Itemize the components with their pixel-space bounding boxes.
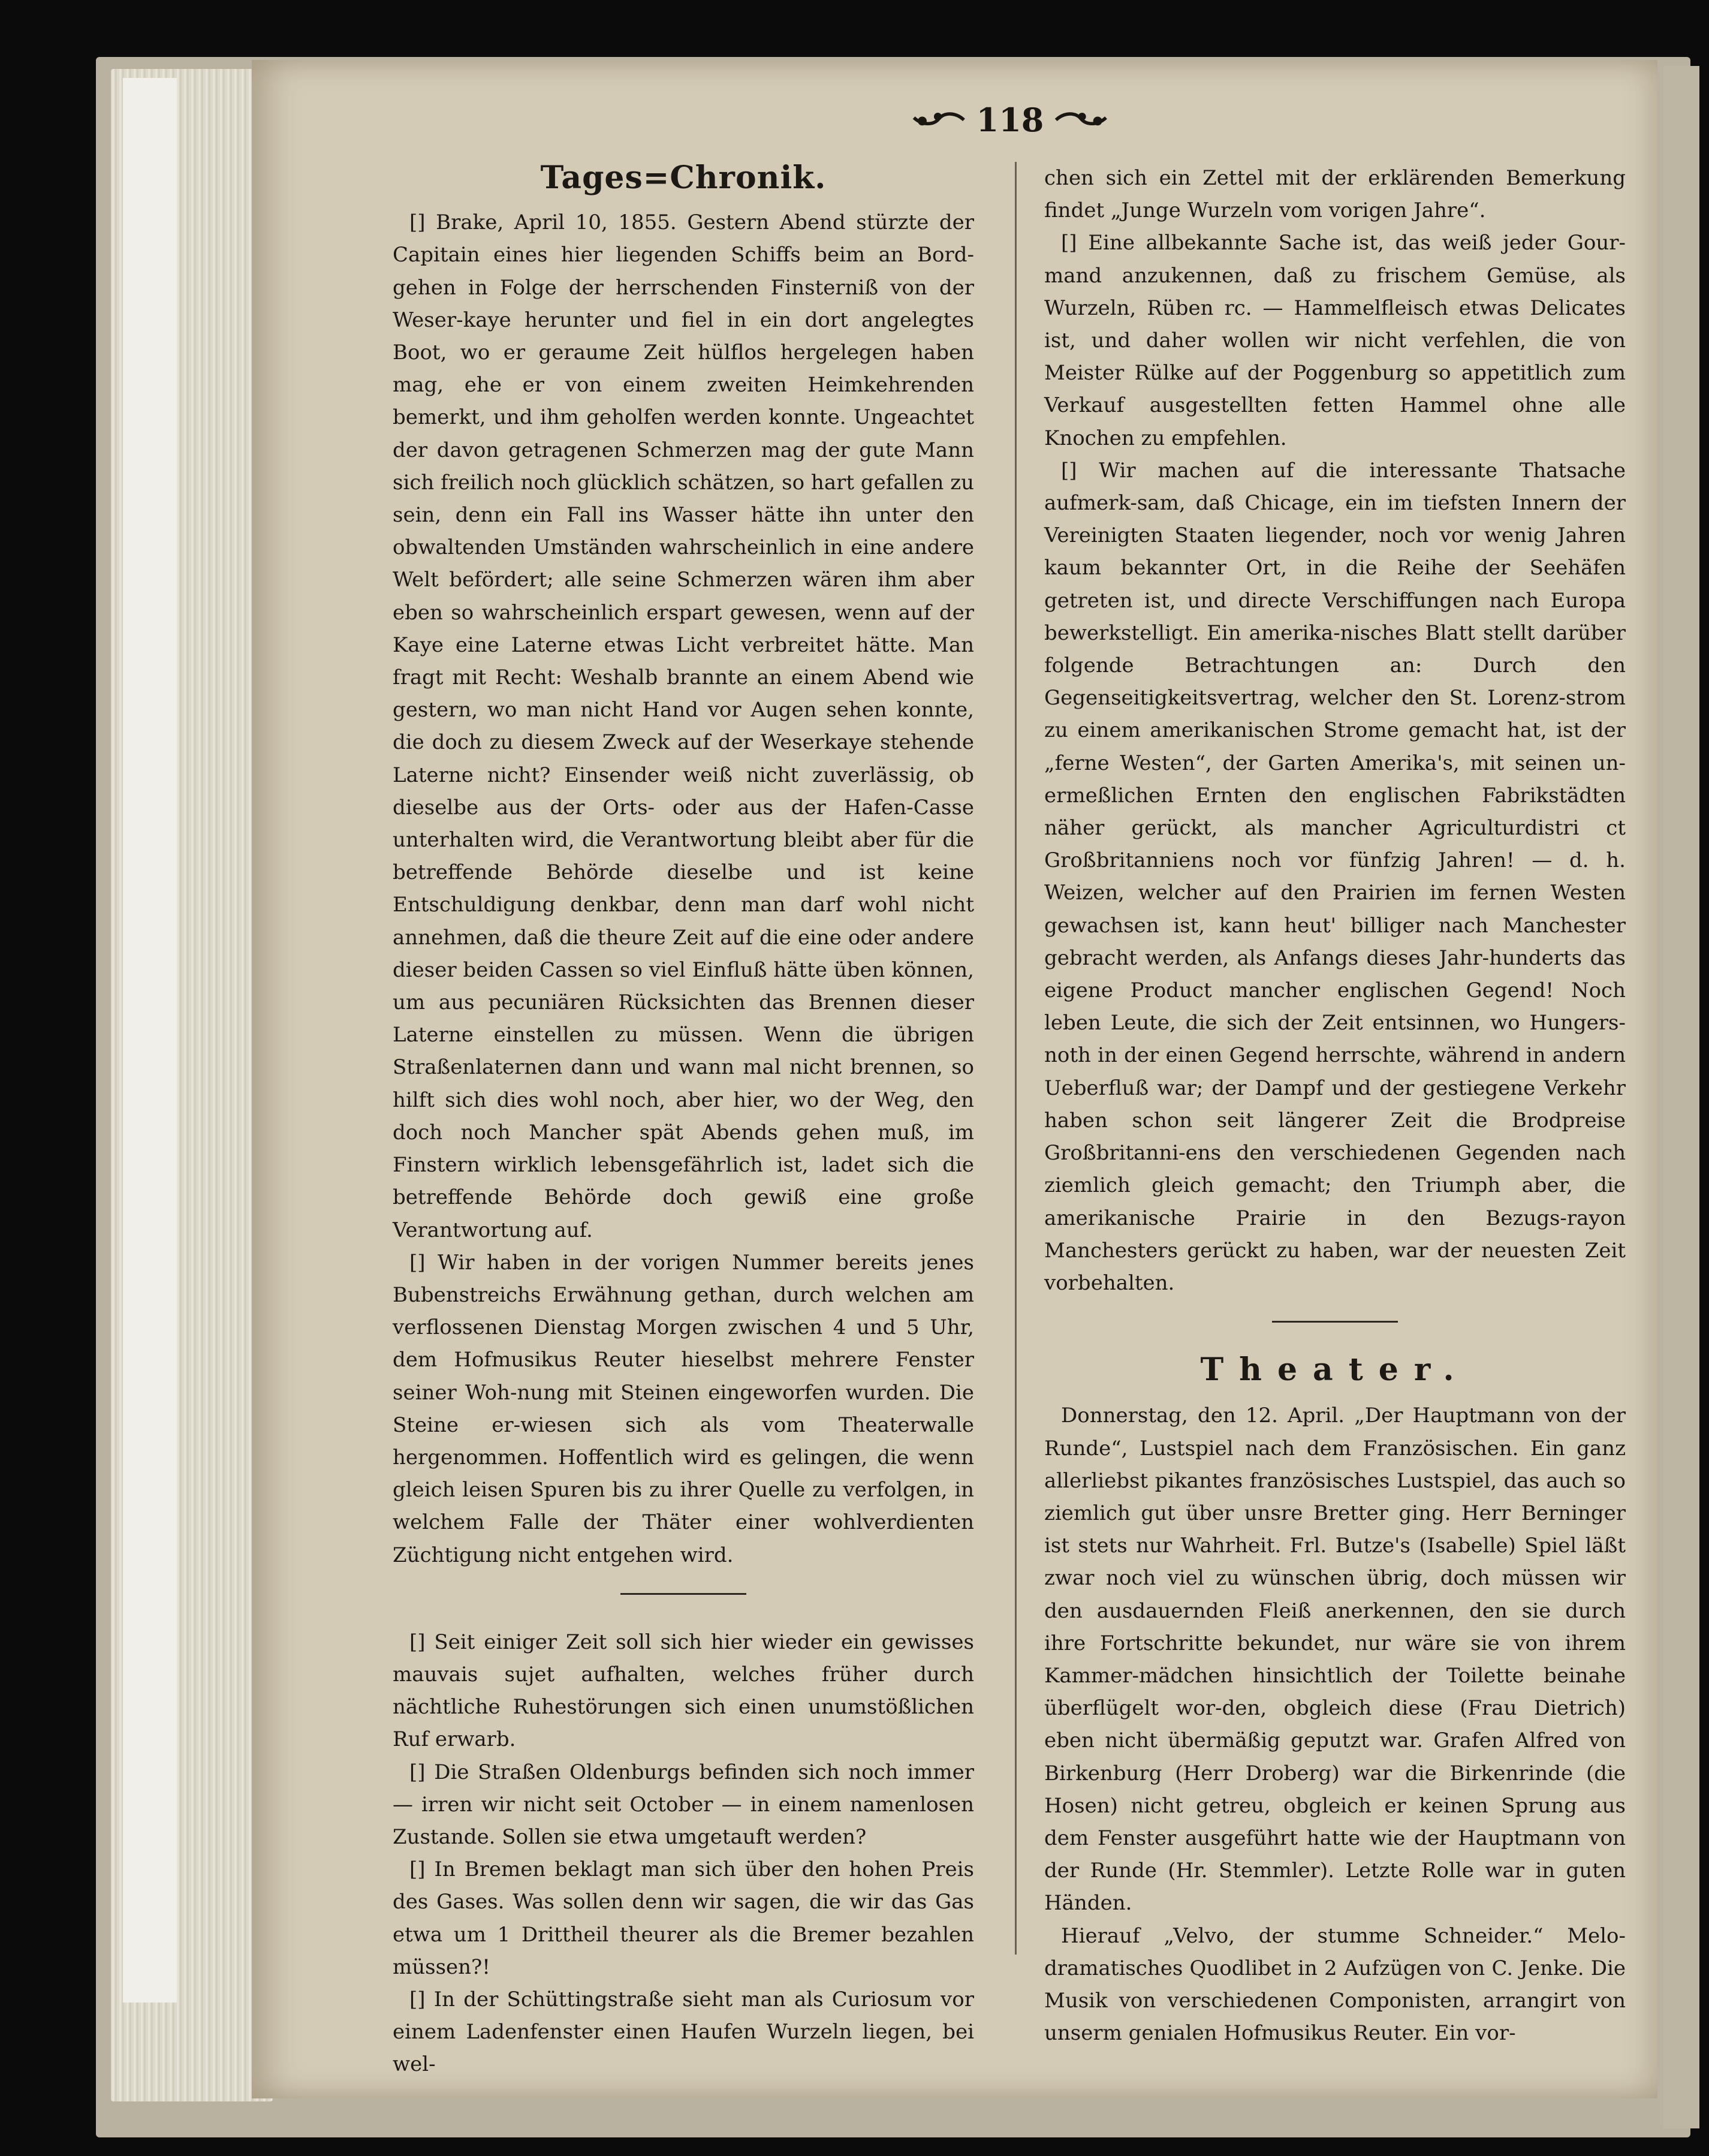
ornament-right-icon: [1053, 108, 1109, 132]
article-continuation: chen sich ein Zettel mit der erklärenden Bemerkung findet „Junge Wurzeln vom vorigen Jahre“.: [1044, 166, 1626, 223]
theater-paragraph: Donnerstag, den 12. April. „Der Hauptmann von der Runde“, Lustspiel nach dem Französischen. Ein ganz allerliebst pikantes französisches Lustspiel, das auch so ziemlich gut über unsre Bretter ging. Herr Berninger ist stets nur Wahrheit. Frl. Butze's (Isabelle) Spiel läßt zwar noch viel zu wünschen übrig, doch müssen wir den ausdauernden Fleiß anerkennen, den sie durch ihre Fortschritte bekundet, nur wäre sie von ihrem Kammer-mädchen hinsichtlich der Toilette beinahe überflügelt wor-den, obgleich diese (Frau Dietrich) eben nicht übermäßig geputzt war. Grafen Alfred von Birkenburg (Herr Droberg) war die Birkenrinde (die Hosen) nicht getreu, obgleich er keinen Sprung aus dem Fenster ausgeführt hatte wie der Hauptmann von der Runde (Hr. Stemmler). Letzte Rolle war in guten Händen.: [1044, 1404, 1626, 1916]
article-paragraph: [] Wir haben in der vorigen Nummer bereits jenes Bubenstreichs Erwähnung gethan, durch welchen am verflossenen Dienstag Morgen zwischen 4 und 5 Uhr, dem Hofmusikus Reuter hieselbst mehrere Fenster seiner Woh-nung mit Steinen eingeworfen wurden. Die Steine er-wiesen sich als vom Theaterwalle hergenommen. Hoffentlich wird es gelingen, die wenn gleich leisen Spuren bis zu ihrer Quelle zu verfolgen, in welchem Falle der Thäter einer wohlverdienten Züchtigung nicht entgehen wird.: [393, 1250, 974, 1567]
page-number: 118: [976, 101, 1044, 139]
next-page-edge: [1663, 66, 1699, 2128]
column-divider: [1015, 162, 1017, 1955]
section-title-chronik: Tages=Chronik.: [540, 159, 827, 196]
article-paragraph: [] Seit einiger Zeit soll sich hier wieder ein gewisses mauvais sujet aufhalten, welches früher durch nächtliche Ruhestörungen sich einen unumstößlichen Ruf erwarb.: [393, 1630, 974, 1752]
article-paragraph: [] Eine allbekannte Sache ist, das weiß jeder Gour-mand anzukennen, daß zu frischem Gemüse, als Wurzeln, Rüben rc. — Hammelfleisch etwas Delicates ist, und daher wollen wir nicht verfehlen, die von Meister Rülke auf der Poggenburg so appetitlich zum Verkauf ausgestellten fetten Hammel ohne alle Knochen zu empfehlen.: [1044, 231, 1626, 450]
ornament-left-icon: [911, 108, 967, 132]
page-edge-white: [123, 78, 177, 2003]
article-paragraph: [] In der Schüttingstraße sieht man als Curiosum vor einem Ladenfenster einen Haufen Wurzeln liegen, bei wel-: [393, 1987, 974, 2077]
page-header: [911, 93, 1109, 147]
theater-paragraph: Hierauf „Velvo, der stumme Schneider.“ Melo-dramatisches Quodlibet in 2 Aufzügen von C. Jenke. Die Musik von verschiedenen Componisten, arrangirt von unserm genialen Hofmusikus Reuter. Ein vor-: [1044, 1923, 1626, 2046]
section-divider: [620, 1593, 746, 1595]
article-paragraph: [] Brake, April 10, 1855. Gestern Abend stürzte der Capitain eines hier liegenden Schiffs beim an Bord-gehen in Folge der herrschenden Finsterniß von der Weser-kaye herunter und fiel in ein dort angelegtes Boot, wo er geraume Zeit hülflos hergelegen haben mag, ehe er von einem zweiten Heimkehrenden bemerkt, und ihm geholfen werden konnte. Ungeachtet der davon getragenen Schmerzen mag der gute Mann sich freilich noch glücklich schätzen, so hart gefallen zu sein, denn ein Fall ins Wasser hätte ihn unter den obwaltenden Umständen wahrscheinlich in eine andere Welt befördert; alle seine Schmerzen wären ihm aber eben so wahrscheinlich erspart gewesen, wenn auf der Kaye eine Laterne etwas Licht verbreitet hätte. Man fragt mit Recht: Weshalb brannte an einem Abend wie gestern, wo man nicht Hand vor Augen sehen konnte, die doch zu diesem Zweck auf der Weserkaye stehende Laterne nicht? Einsender weiß nicht zuverlässig, ob dieselbe aus der Orts- oder aus der Hafen-Casse unterhalten wird, die Verantwortung bleibt aber für die betreffende Behörde dieselbe und ist keine Entschuldigung denkbar, denn man darf wohl nicht annehmen, daß die theure Zeit auf die eine oder andere dieser beiden Cassen so viel Einfluß hätte üben können, um aus pecuniären Rücksichten das Brennen dieser Laterne einstellen zu müssen. Wenn die übrigen Straßenlaternen dann und wann mal nicht brennen, so hilft sich dies wohl noch, aber hier, wo der Weg, den doch noch Mancher spät Abends gehen muß, im Finstern wirklich lebensgefährlich ist, ladet sich die betreffende Behörde doch gewiß eine große Verantwortung auf.: [393, 210, 974, 1242]
section-title-theater: Theater.: [1200, 1351, 1470, 1389]
left-column: [393, 159, 974, 2081]
right-column: [1044, 162, 1626, 2049]
article-paragraph: [] Wir machen auf die interessante Thatsache aufmerk-sam, daß Chicage, ein im tiefsten Innern der Vereinigten Staaten liegender, noch vor wenig Jahren kaum bekannter Ort, in die Reihe der Seehäfen getreten ist, und directe Verschiffungen nach Europa bewerkstelligt. Ein amerika-nisches Blatt stellt darüber folgende Betrachtungen an: Durch den Gegenseitigkeitsvertrag, welcher den St. Lorenz-strom zu einem amerikanischen Strome gemacht hat, ist der „ferne Westen“, der Garten Amerika's, mit seinen un-ermeßlichen Ernten den englischen Fabrikstädten näher gerückt, als mancher Agriculturdistri ct Großbritanniens noch vor fünfzig Jahren! — d. h. Weizen, welcher auf den Prairien im fernen Westen gewachsen ist, kann heut' billiger nach Manchester gebracht werden, als Anfangs dieses Jahr-hunderts das eigene Product mancher englischen Gegend! Noch leben Leute, die sich der Zeit entsinnen, wo Hungers-noth in der einen Gegend herrschte, während in andern Ueberfluß war; der Dampf und der gestiegene Verkehr haben schon seit längerer Zeit die Brodpreise Großbritanni-ens den verschiedenen Gegenden nach ziemlich gleich gemacht; den Triumph aber, die amerikanische Prairie in den Bezugs-rayon Manchesters gerückt zu haben, war der neuesten Zeit vorbehalten.: [1044, 458, 1626, 1295]
section-divider: [1272, 1321, 1398, 1323]
article-paragraph: [] Die Straßen Oldenburgs befinden sich noch immer — irren wir nicht seit October — in einem namenlosen Zustande. Sollen sie etwa umgetauft werden?: [393, 1760, 974, 1849]
article-paragraph: [] In Bremen beklagt man sich über den hohen Preis des Gases. Was sollen denn wir sagen, die wir das Gas etwa um 1 Drittheil theurer als die Bremer bezahlen müssen?!: [393, 1857, 974, 1979]
